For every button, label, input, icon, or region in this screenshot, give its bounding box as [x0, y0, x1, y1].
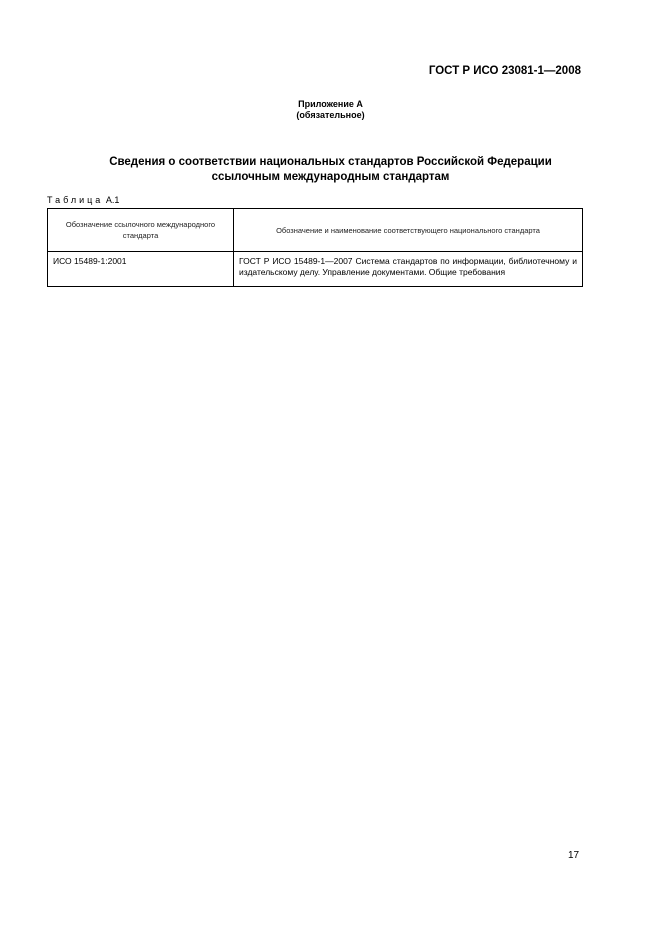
table-label-number: А.1	[105, 195, 120, 205]
table-header-row	[48, 209, 583, 252]
standard-header: ГОСТ Р ИСО 23081-1—2008	[428, 65, 581, 77]
table-label-word: Таблица	[47, 195, 104, 205]
section-title	[0, 155, 661, 185]
table-cell: ГОСТ Р ИСО 15489-1—2007 Система стандартов по информации, библиотечному и издательскому делу. Управление документами. Общие требования	[234, 252, 583, 287]
header-cell: Обозначение ссылочного международного стандарта	[48, 209, 234, 252]
page-number: 17	[568, 850, 580, 861]
appendix-heading	[0, 99, 661, 121]
appendix-title: Приложение А	[298, 99, 363, 109]
table-row	[48, 252, 583, 287]
section-title-line: Сведения о соответствии национальных стандартов Российской Федерации	[109, 156, 552, 168]
header-cell: Обозначение и наименование соответствующего национального стандарта	[234, 209, 583, 252]
table-label	[47, 195, 119, 205]
table-cell: ИСО 15489-1:2001	[48, 252, 234, 287]
section-title-line: ссылочным международным стандартам	[211, 171, 450, 183]
standards-table	[47, 208, 583, 287]
appendix-type: (обязательное)	[296, 110, 365, 120]
